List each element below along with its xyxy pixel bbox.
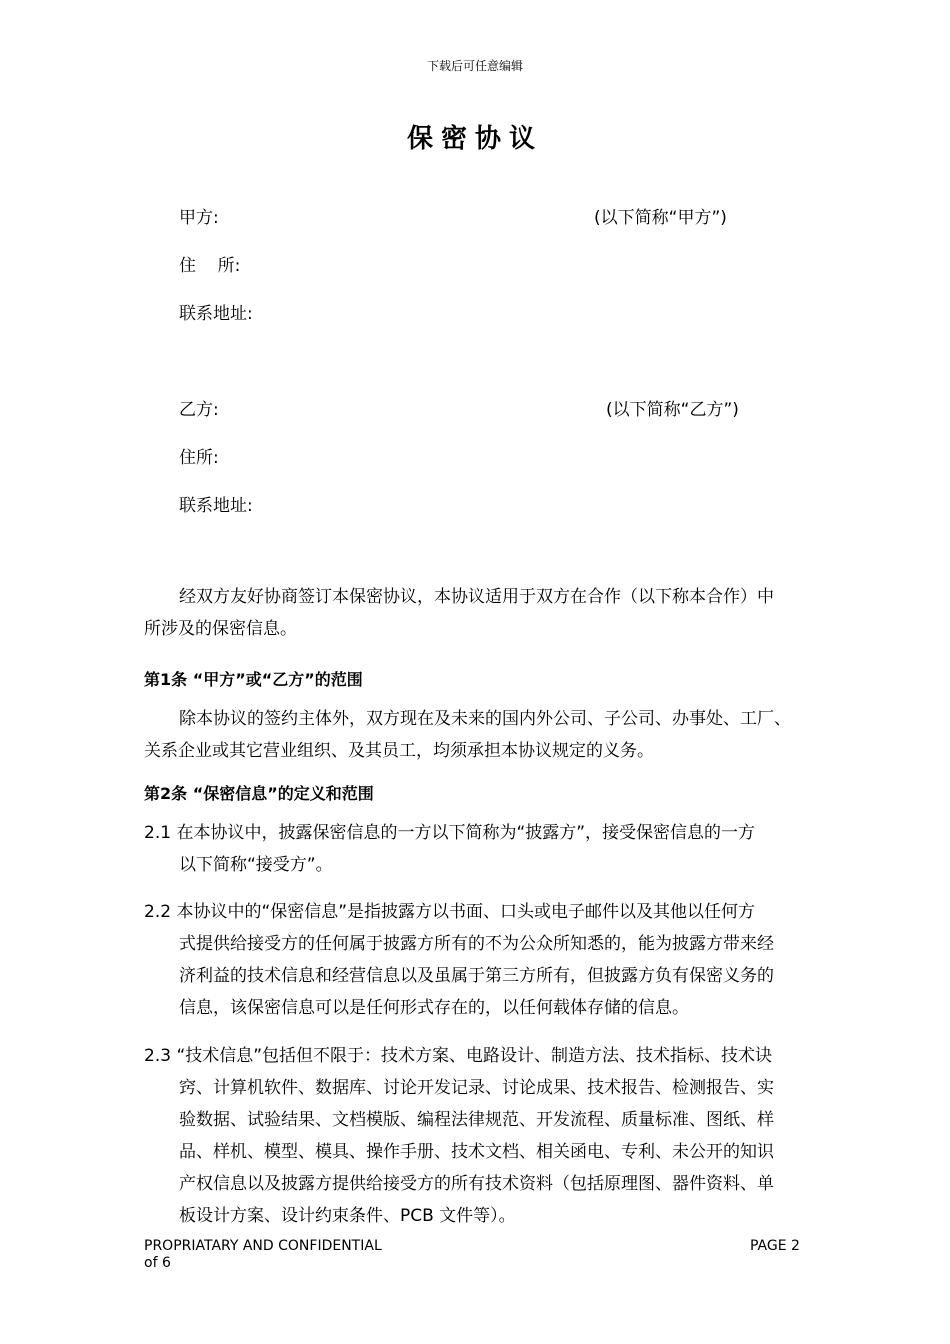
footer-page-total: of 6 — [144, 1255, 171, 1271]
clause-line: 信息，该保密信息可以是任何形式存在的，以任何载体存储的信息。 — [179, 998, 689, 1018]
clause-line: 品、样机、模型、模具、操作手册、技术文档、相关函电、专利、未公开的知识 — [179, 1142, 774, 1162]
article-2-heading: 第2条 “保密信息”的定义和范围 — [144, 784, 374, 803]
article-1-paragraph — [144, 703, 806, 767]
footer-confidential-line: PROPRIATARY AND CONFIDENTIAL — [144, 1238, 382, 1254]
clause-line: 2.2 本协议中的“保密信息”是指披露方以书面、口头或电子邮件以及其他以任何方 — [144, 902, 756, 922]
clause-line: 2.3 “技术信息”包括但不限于：技术方案、电路设计、制造方法、技术指标、技术诀 — [144, 1046, 773, 1066]
intro-line: 所涉及的保密信息。 — [144, 619, 297, 639]
party-a-address-label: 住 所: — [179, 256, 241, 276]
footer-confidential — [144, 1238, 382, 1272]
intro-line: 经双方友好协商签订本保密协议，本协议适用于双方在合作（以下称本合作）中 — [179, 587, 774, 607]
clause-line: 窍、计算机软件、数据库、讨论开发记录、讨论成果、技术报告、检测报告、实 — [179, 1078, 774, 1098]
clause-line: 板设计方案、设计约束条件、PCB 文件等）。 — [179, 1206, 516, 1226]
party-b-address-label: 住所: — [179, 448, 219, 468]
clause-line: 式提供给接受方的任何属于披露方所有的不为公众所知悉的，能为披露方带来经 — [179, 934, 774, 954]
article-1-heading: 第1条 “甲方”或“乙方”的范围 — [144, 670, 363, 689]
party-a-label: 甲方: — [179, 208, 219, 228]
header-note: 下载后可任意编辑 — [426, 59, 523, 73]
article-1-line: 关系企业或其它营业组织、及其员工，均须承担本协议规定的义务。 — [144, 741, 654, 761]
party-b-contact-label: 联系地址: — [179, 496, 253, 516]
clause-line: 2.1 在本协议中，披露保密信息的一方以下简称为“披露方”，接受保密信息的一方 — [144, 823, 756, 843]
clause-line: 产权信息以及披露方提供给接受方的所有技术资料（包括原理图、器件资料、单 — [179, 1174, 774, 1194]
party-b-alias: (以下简称“乙方”) — [606, 400, 739, 420]
footer-page-number: PAGE 2 — [750, 1238, 800, 1254]
clause-line: 济利益的技术信息和经营信息以及虽属于第三方所有，但披露方负有保密义务的 — [179, 966, 774, 986]
intro-paragraph — [144, 581, 806, 645]
clause-2-1 — [144, 817, 806, 881]
party-b-label: 乙方: — [179, 400, 219, 420]
document-title: 保密协议 — [406, 124, 543, 154]
clause-line: 以下简称“接受方”。 — [179, 855, 333, 875]
article-1-line: 除本协议的签约主体外，双方现在及未来的国内外公司、子公司、办事处、工厂、 — [179, 709, 791, 729]
clause-2-3 — [144, 1040, 806, 1232]
clause-2-2 — [144, 896, 806, 1024]
party-a-alias: (以下简称“甲方”) — [594, 208, 727, 228]
clause-line: 验数据、试验结果、文档模版、编程法律规范、开发流程、质量标准、图纸、样 — [179, 1110, 774, 1130]
party-a-contact-label: 联系地址: — [179, 304, 253, 324]
